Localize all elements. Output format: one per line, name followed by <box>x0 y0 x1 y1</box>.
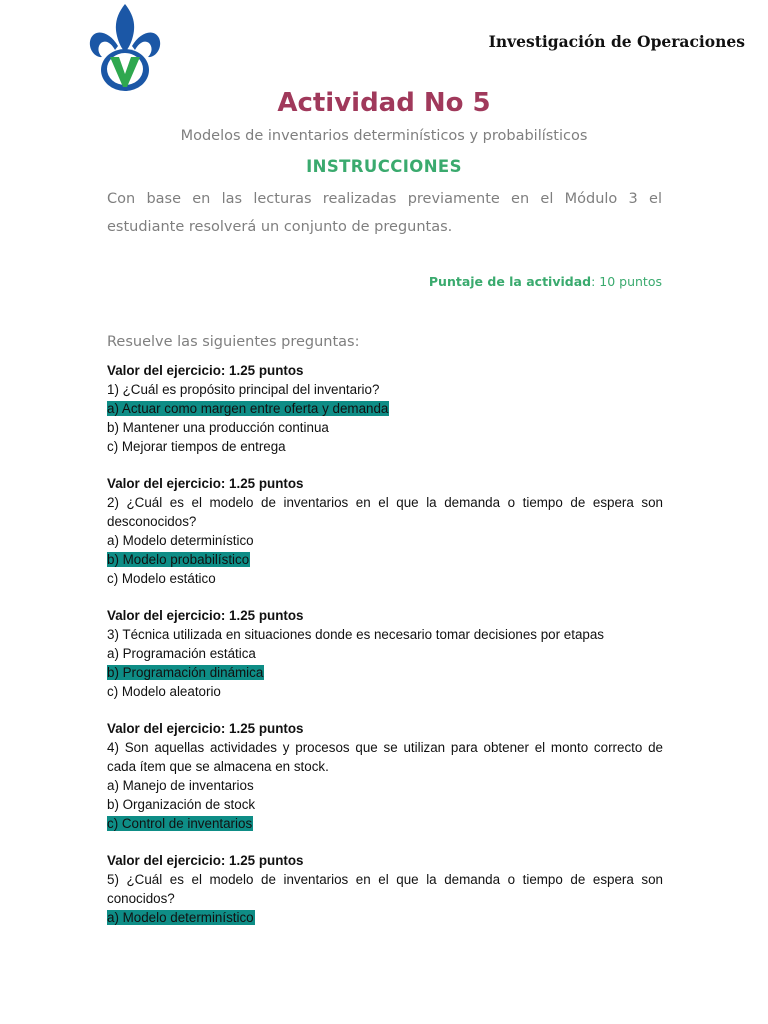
answer-label: a) Actuar como margen entre oferta y demanda <box>107 401 389 416</box>
question-value: Valor del ejercicio: 1.25 puntos <box>107 363 304 378</box>
question-value: Valor del ejercicio: 1.25 puntos <box>107 608 304 623</box>
university-logo-icon <box>88 2 162 94</box>
answer-label: c) Modelo aleatorio <box>107 684 221 699</box>
answer-option-c <box>107 814 663 833</box>
question-4 <box>107 719 663 833</box>
question-value: Valor del ejercicio: 1.25 puntos <box>107 721 304 736</box>
answer-option-c <box>107 437 663 456</box>
question-text: 3) Técnica utilizada en situaciones donde es necesario tomar decisiones por etapas <box>107 627 604 642</box>
question-value: Valor del ejercicio: 1.25 puntos <box>107 476 304 491</box>
question-text: 2) ¿Cuál es el modelo de inventarios en el que la demanda o tiempo de espera son desconocidos? <box>107 495 663 529</box>
question-list <box>107 361 663 945</box>
answer-option-b <box>107 795 663 814</box>
activity-title: Actividad No 5 <box>277 88 491 118</box>
answer-option-b <box>107 550 663 569</box>
instructions-text: Con base en las lecturas realizadas previamente en el Módulo 3 el estudiante resolverá un conjunto de preguntas. <box>107 191 662 235</box>
instructions-heading: INSTRUCCIONES <box>306 157 462 176</box>
answer-label: c) Modelo estático <box>107 571 216 586</box>
answer-label: b) Modelo probabilístico <box>107 552 250 567</box>
answer-label: b) Programación dinámica <box>107 665 264 680</box>
question-3 <box>107 606 663 701</box>
score-label: Puntaje de la actividad <box>428 274 592 289</box>
answer-option-a <box>107 644 663 663</box>
answer-label: a) Modelo determinístico <box>107 910 254 925</box>
course-title: Investigación de Operaciones <box>488 32 745 51</box>
question-text: 1) ¿Cuál es propósito principal del inventario? <box>107 382 380 397</box>
score-value: : 10 puntos <box>591 274 662 289</box>
question-2 <box>107 474 663 588</box>
answer-label: c) Control de inventarios <box>107 816 253 831</box>
answer-label: c) Mejorar tiempos de entrega <box>107 439 286 454</box>
answer-option-c <box>107 569 663 588</box>
answer-option-a <box>107 908 663 927</box>
question-text: 4) Son aquellas actividades y procesos que se utilizan para obtener el monto correcto de cada ítem que se almacena en stock. <box>107 740 663 774</box>
answer-label: a) Modelo determinístico <box>107 533 254 548</box>
answer-label: a) Programación estática <box>107 646 256 661</box>
question-value: Valor del ejercicio: 1.25 puntos <box>107 853 304 868</box>
answer-option-b <box>107 418 663 437</box>
resolve-instruction: Resuelve las siguientes preguntas: <box>107 334 360 350</box>
activity-subtitle: Modelos de inventarios determinísticos y probabilísticos <box>180 128 588 144</box>
answer-label: a) Manejo de inventarios <box>107 778 254 793</box>
question-1 <box>107 361 663 456</box>
answer-option-a <box>107 531 663 550</box>
answer-label: b) Organización de stock <box>107 797 256 812</box>
question-text: 5) ¿Cuál es el modelo de inventarios en el que la demanda o tiempo de espera son conocidos? <box>107 872 663 906</box>
answer-option-b <box>107 663 663 682</box>
answer-option-c <box>107 682 663 701</box>
question-5 <box>107 851 663 927</box>
answer-option-a <box>107 776 663 795</box>
activity-score <box>429 274 662 289</box>
answer-label: b) Mantener una producción continua <box>107 420 329 435</box>
answer-option-a <box>107 399 663 418</box>
